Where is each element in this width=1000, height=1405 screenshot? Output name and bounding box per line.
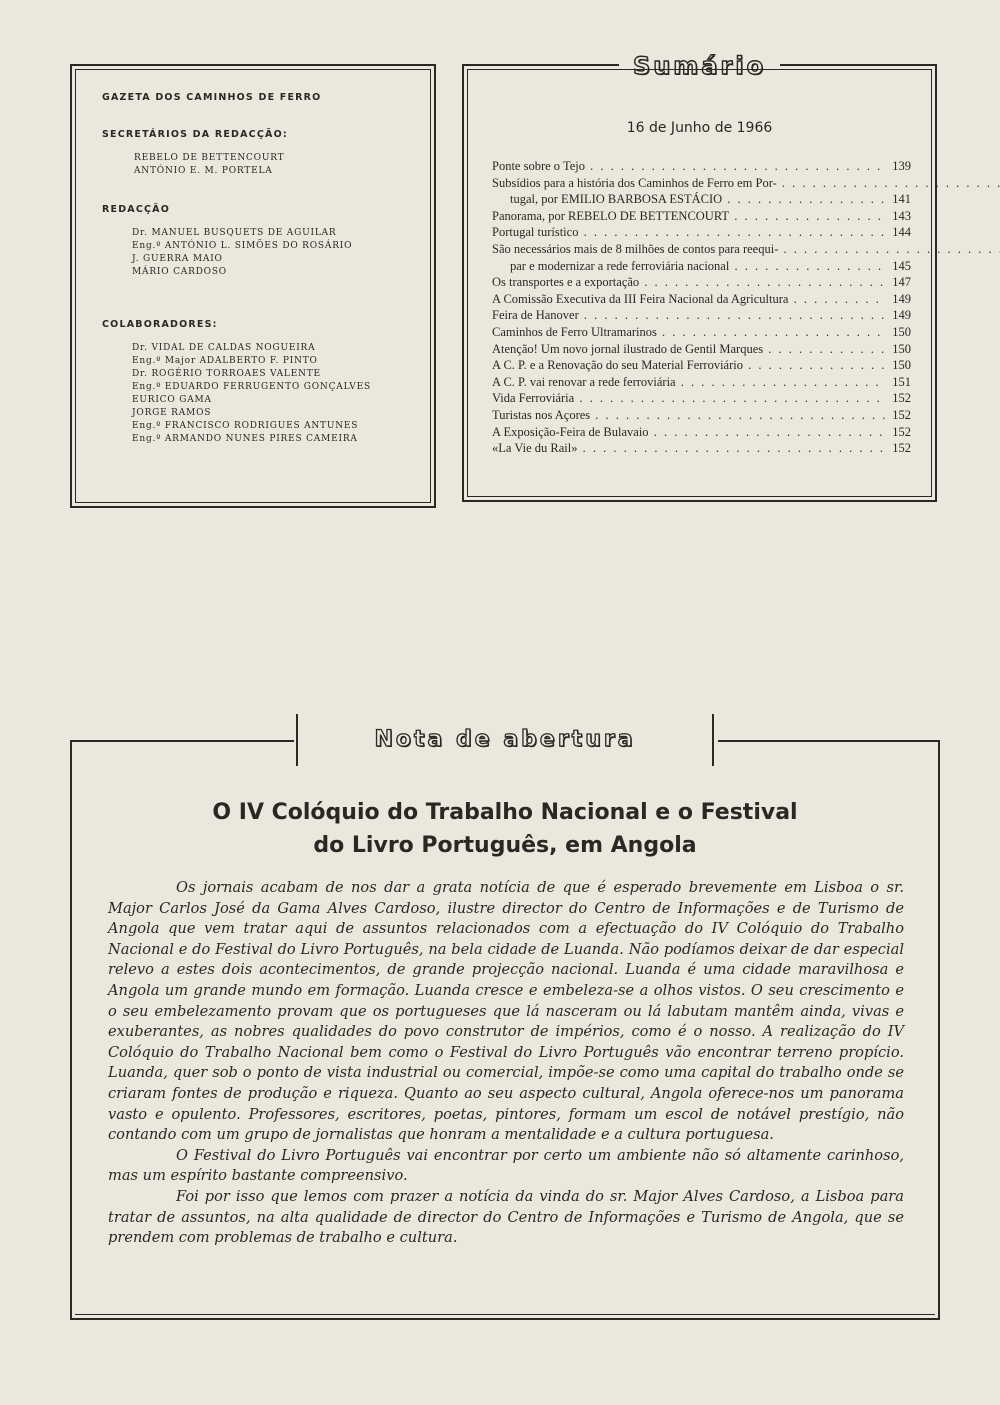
section-label: Nota de abertura: [374, 727, 636, 752]
toc-item[interactable]: Atenção! Um novo jornal ilustrado de Gentil Marques . . . 150: [492, 341, 911, 358]
staff-member: ANTÓNIO E. M. PORTELA: [134, 166, 273, 176]
editorial-list: [102, 227, 434, 279]
staff-member: Eng.º Major ADALBERTO F. PINTO: [132, 356, 318, 366]
table-of-contents: [492, 158, 911, 457]
article-paragraph: Foi por isso que lemos com prazer a notícia da vinda do sr. Major Alves Cardoso, a Lisboa para tratar de assuntos, na alta qualidade de director do Centro de Informações e Turismo de Angola, que se prendem com problemas de trabalho e cultura.: [108, 1187, 904, 1247]
staff-member: Eng.º ANTÓNIO L. SIMÕES DO ROSÁRIO: [132, 241, 353, 251]
issue-date: 16 de Junho de 1966: [626, 120, 773, 136]
toc-item[interactable]: Turistas nos Açores . . . 152: [492, 407, 911, 424]
summary-title: Sumário: [619, 52, 780, 80]
staff-member: Eng.º ARMANDO NUNES PIRES CAMEIRA: [132, 434, 358, 444]
staff-member: Eng.º EDUARDO FERRUGENTO GONÇALVES: [132, 382, 371, 392]
secretaries-list: [102, 152, 434, 178]
editorial-heading: REDACÇÃO: [102, 204, 171, 215]
toc-item[interactable]: [492, 241, 911, 258]
staff-box: [70, 64, 436, 508]
toc-item[interactable]: Vida Ferroviária . . . 152: [492, 390, 911, 407]
headline-line-2: do Livro Português, em Angola: [313, 833, 697, 858]
toc-item[interactable]: «La Vie du Rail» . . . 152: [492, 440, 911, 457]
staff-member: Eng.º FRANCISCO RODRIGUES ANTUNES: [132, 421, 359, 431]
staff-member: EURICO GAMA: [132, 395, 212, 405]
toc-item-line1: Subsídios para a história dos Caminhos de Ferro em Por- . . .: [492, 175, 1000, 192]
staff-member: MÁRIO CARDOSO: [132, 267, 227, 277]
toc-item[interactable]: A Comissão Executiva da III Feira Nacional da Agricultura . . . 149: [492, 291, 911, 308]
toc-item[interactable]: [492, 175, 911, 192]
toc-item[interactable]: Panorama, por REBELO DE BETTENCOURT . . . 143: [492, 208, 911, 225]
contributors-list: [102, 342, 434, 446]
staff-member: Dr. ROGÉRIO TORROAES VALENTE: [132, 369, 321, 379]
staff-member: J. GUERRA MAIO: [132, 254, 223, 264]
staff-member: REBELO DE BETTENCOURT: [134, 153, 285, 163]
summary-title-wrap: [464, 52, 935, 80]
article-body: [108, 878, 904, 1249]
article-paragraph: Os jornais acabam de nos dar a grata notícia de que é esperado brevemente em Lisboa o sr. Major Carlos José da Gama Alves Cardoso, ilustre director do Centro de Informações e de Turismo de Angola que vem tratar aqui de assuntos relacionados com a efectuação do IV Colóquio do Trabalho Nacional e do Festival do Livro Português, na bela cidade de Luanda. Não podíamos deixar de dar especial relevo a estes dois acontecimentos, de grande projecção nacional. Luanda é uma cidade maravilhosa e Angola um grande mundo em formação. Luanda cresce e embeleza-se a olhos vistos. O seu crescimento e o seu embelezamento provam que os portugueses que lá nasceram ou lá labutam mantêm ainda, vivas e exuberantes, as nobres qualidades do povo construtor de impérios, como é o nosso. A realização do IV Colóquio do Trabalho Nacional bem como o Festival do Livro Português vão encontrar terreno propício. Luanda, quer sob o ponto de vista industrial ou comercial, impõe-se como uma capital do trabalho onde se criaram fontes de produção e riqueza. Quanto ao seu aspecto cultural, Angola oferece-nos um panorama vasto e opulento. Professores, escritores, poetas, pintores, formam um escol de notável prestígio, não contando com um grupo de jornalistas que honram a mentalidade e a cultura portuguesa.: [108, 879, 904, 1144]
editorial-group: [102, 204, 434, 279]
staff-member: Dr. MANUEL BUSQUETS DE AGUILAR: [132, 228, 337, 238]
secretaries-heading: SECRETÁRIOS DA REDACÇÃO:: [102, 129, 288, 140]
toc-item-line1: São necessários mais de 8 milhões de contos para reequi- . . .: [492, 241, 1000, 258]
toc-item[interactable]: Caminhos de Ferro Ultramarinos . . . 150: [492, 324, 911, 341]
staff-member: Dr. VIDAL DE CALDAS NOGUEIRA: [132, 343, 316, 353]
secretaries-group: [102, 129, 434, 178]
contributors-heading: COLABORADORES:: [102, 319, 218, 330]
toc-item[interactable]: Ponte sobre o Tejo . . . 139: [492, 158, 911, 175]
toc-item[interactable]: A C. P. e a Renovação do seu Material Ferroviário . . . 150: [492, 357, 911, 374]
article-headline: [72, 796, 938, 862]
headline-line-1: O IV Colóquio do Trabalho Nacional e o Festival: [212, 800, 798, 825]
toc-item-continuation[interactable]: par e modernizar a rede ferroviária nacional . . . 145: [492, 258, 911, 275]
staff-member: JORGE RAMOS: [132, 408, 212, 418]
toc-item[interactable]: Portugal turístico . . . 144: [492, 224, 911, 241]
article-box: [70, 740, 940, 1320]
publication-name: GAZETA DOS CAMINHOS DE FERRO: [102, 92, 322, 103]
summary-box: [462, 52, 937, 502]
toc-item[interactable]: Os transportes e a exportação . . . 147: [492, 274, 911, 291]
toc-item[interactable]: A Exposição-Feira de Bulavaio . . . 152: [492, 424, 911, 441]
contributors-group: [102, 319, 434, 446]
toc-item-continuation[interactable]: tugal, por EMILIO BARBOSA ESTÁCIO . . . 141: [492, 191, 911, 208]
toc-item[interactable]: A C. P. vai renovar a rede ferroviária . . . 151: [492, 374, 911, 391]
article-paragraph: O Festival do Livro Português vai encontrar por certo um ambiente não só altamente carinhoso, mas um espírito bastante compreensivo.: [108, 1146, 904, 1185]
toc-item[interactable]: Feira de Hanover . . . 149: [492, 307, 911, 324]
